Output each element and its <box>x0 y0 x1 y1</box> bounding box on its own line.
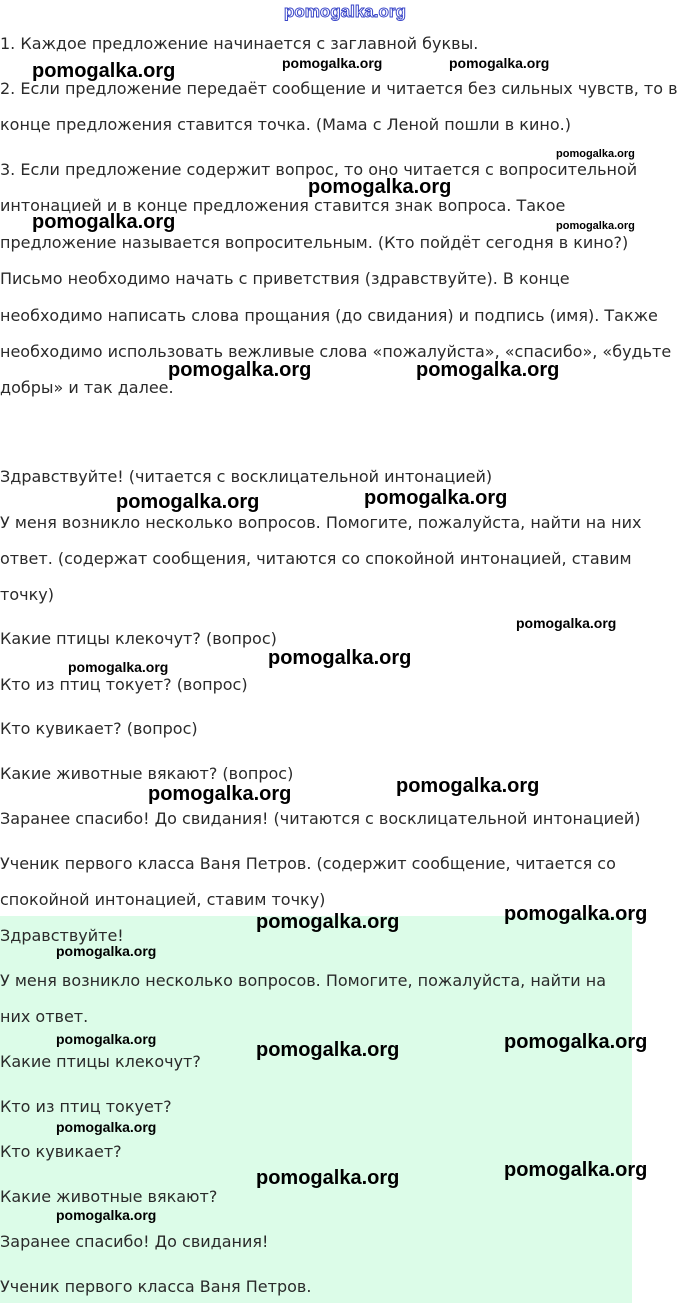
rule-line-3: конце предложения ставится точка. (Мама с Леной пошли в кино.) <box>0 115 571 134</box>
watermark: pomogalka.org <box>504 903 648 925</box>
watermark: pomogalka.org <box>256 1039 400 1061</box>
watermark: pomogalka.org <box>268 647 412 669</box>
analysis-line-2: У меня возникло несколько вопросов. Помогите, пожалуйста, найти на них <box>0 513 642 532</box>
watermark: pomogalka.org <box>396 775 540 797</box>
answer-line-1: Здравствуйте! <box>0 926 124 945</box>
rule-line-6: предложение называется вопросительным. (Кто пойдёт сегодня в кино?) <box>0 233 629 252</box>
watermark: pomogalka.org <box>256 911 400 933</box>
analysis-line-10: Ученик первого класса Ваня Петров. (содержит сообщение, читается со <box>0 854 616 873</box>
watermark: pomogalka.org <box>148 783 292 805</box>
watermark: pomogalka.org <box>56 943 157 959</box>
watermark: pomogalka.org <box>504 1159 648 1181</box>
watermark: pomogalka.org <box>282 55 383 71</box>
watermark: pomogalka.org <box>32 211 176 233</box>
watermark-header: pomogalka.org <box>284 2 406 21</box>
answer-line-8: Заранее спасибо! До свидания! <box>0 1232 269 1251</box>
watermark: pomogalka.org <box>256 1167 400 1189</box>
analysis-line-5: Какие птицы клекочут? (вопрос) <box>0 629 277 648</box>
watermark: pomogalka.org <box>56 1207 157 1223</box>
analysis-line-8: Какие животные вякают? (вопрос) <box>0 764 294 783</box>
analysis-line-6: Кто из птиц токует? (вопрос) <box>0 675 248 694</box>
answer-line-9: Ученик первого класса Ваня Петров. <box>0 1277 312 1296</box>
analysis-line-7: Кто кувикает? (вопрос) <box>0 719 198 738</box>
rule-line-2: 2. Если предложение передаёт сообщение и читается без сильных чувств, то в <box>0 79 678 98</box>
answer-line-3: них ответ. <box>0 1007 89 1026</box>
watermark: pomogalka.org <box>364 487 508 509</box>
rule-line-1: 1. Каждое предложение начинается с заглавной буквы. <box>0 34 479 53</box>
rule-line-5: интонацией и в конце предложения ставится знак вопроса. Такое <box>0 196 566 215</box>
watermark: pomogalka.org <box>504 1031 648 1053</box>
rule-line-10: добры» и так далее. <box>0 378 174 397</box>
rule-line-9: необходимо использовать вежливые слова «пожалуйста», «спасибо», «будьте <box>0 342 672 361</box>
answer-line-5: Кто из птиц токует? <box>0 1097 172 1116</box>
watermark: pomogalka.org <box>516 615 617 631</box>
watermark: pomogalka.org <box>556 220 635 232</box>
watermark: pomogalka.org <box>308 176 452 198</box>
rule-line-7: Письмо необходимо начать с приветствия (здравствуйте). В конце <box>0 269 570 288</box>
watermark: pomogalka.org <box>449 55 550 71</box>
analysis-line-9: Заранее спасибо! До свидания! (читаются с восклицательной интонацией) <box>0 809 641 828</box>
answer-line-7: Какие животные вякают? <box>0 1187 218 1206</box>
watermark: pomogalka.org <box>56 1031 157 1047</box>
answer-line-2: У меня возникло несколько вопросов. Помогите, пожалуйста, найти на <box>0 971 607 990</box>
analysis-line-11: спокойной интонацией, ставим точку) <box>0 890 326 909</box>
watermark: pomogalka.org <box>168 359 312 381</box>
answer-line-4: Какие птицы клекочут? <box>0 1052 201 1071</box>
watermark: pomogalka.org <box>556 148 635 160</box>
analysis-line-1: Здравствуйте! (читается с восклицательной интонацией) <box>0 467 493 486</box>
watermark: pomogalka.org <box>32 60 176 82</box>
watermark: pomogalka.org <box>68 659 169 675</box>
analysis-line-4: точку) <box>0 585 54 604</box>
watermark: pomogalka.org <box>56 1119 157 1135</box>
rule-line-4: 3. Если предложение содержит вопрос, то оно читается с вопросительной <box>0 160 638 179</box>
answer-line-6: Кто кувикает? <box>0 1142 122 1161</box>
watermark: pomogalka.org <box>116 491 260 513</box>
analysis-line-3: ответ. (содержат сообщения, читаются со спокойной интонацией, ставим <box>0 549 632 568</box>
watermark: pomogalka.org <box>416 359 560 381</box>
rule-line-8: необходимо написать слова прощания (до свидания) и подпись (имя). Также <box>0 306 658 325</box>
